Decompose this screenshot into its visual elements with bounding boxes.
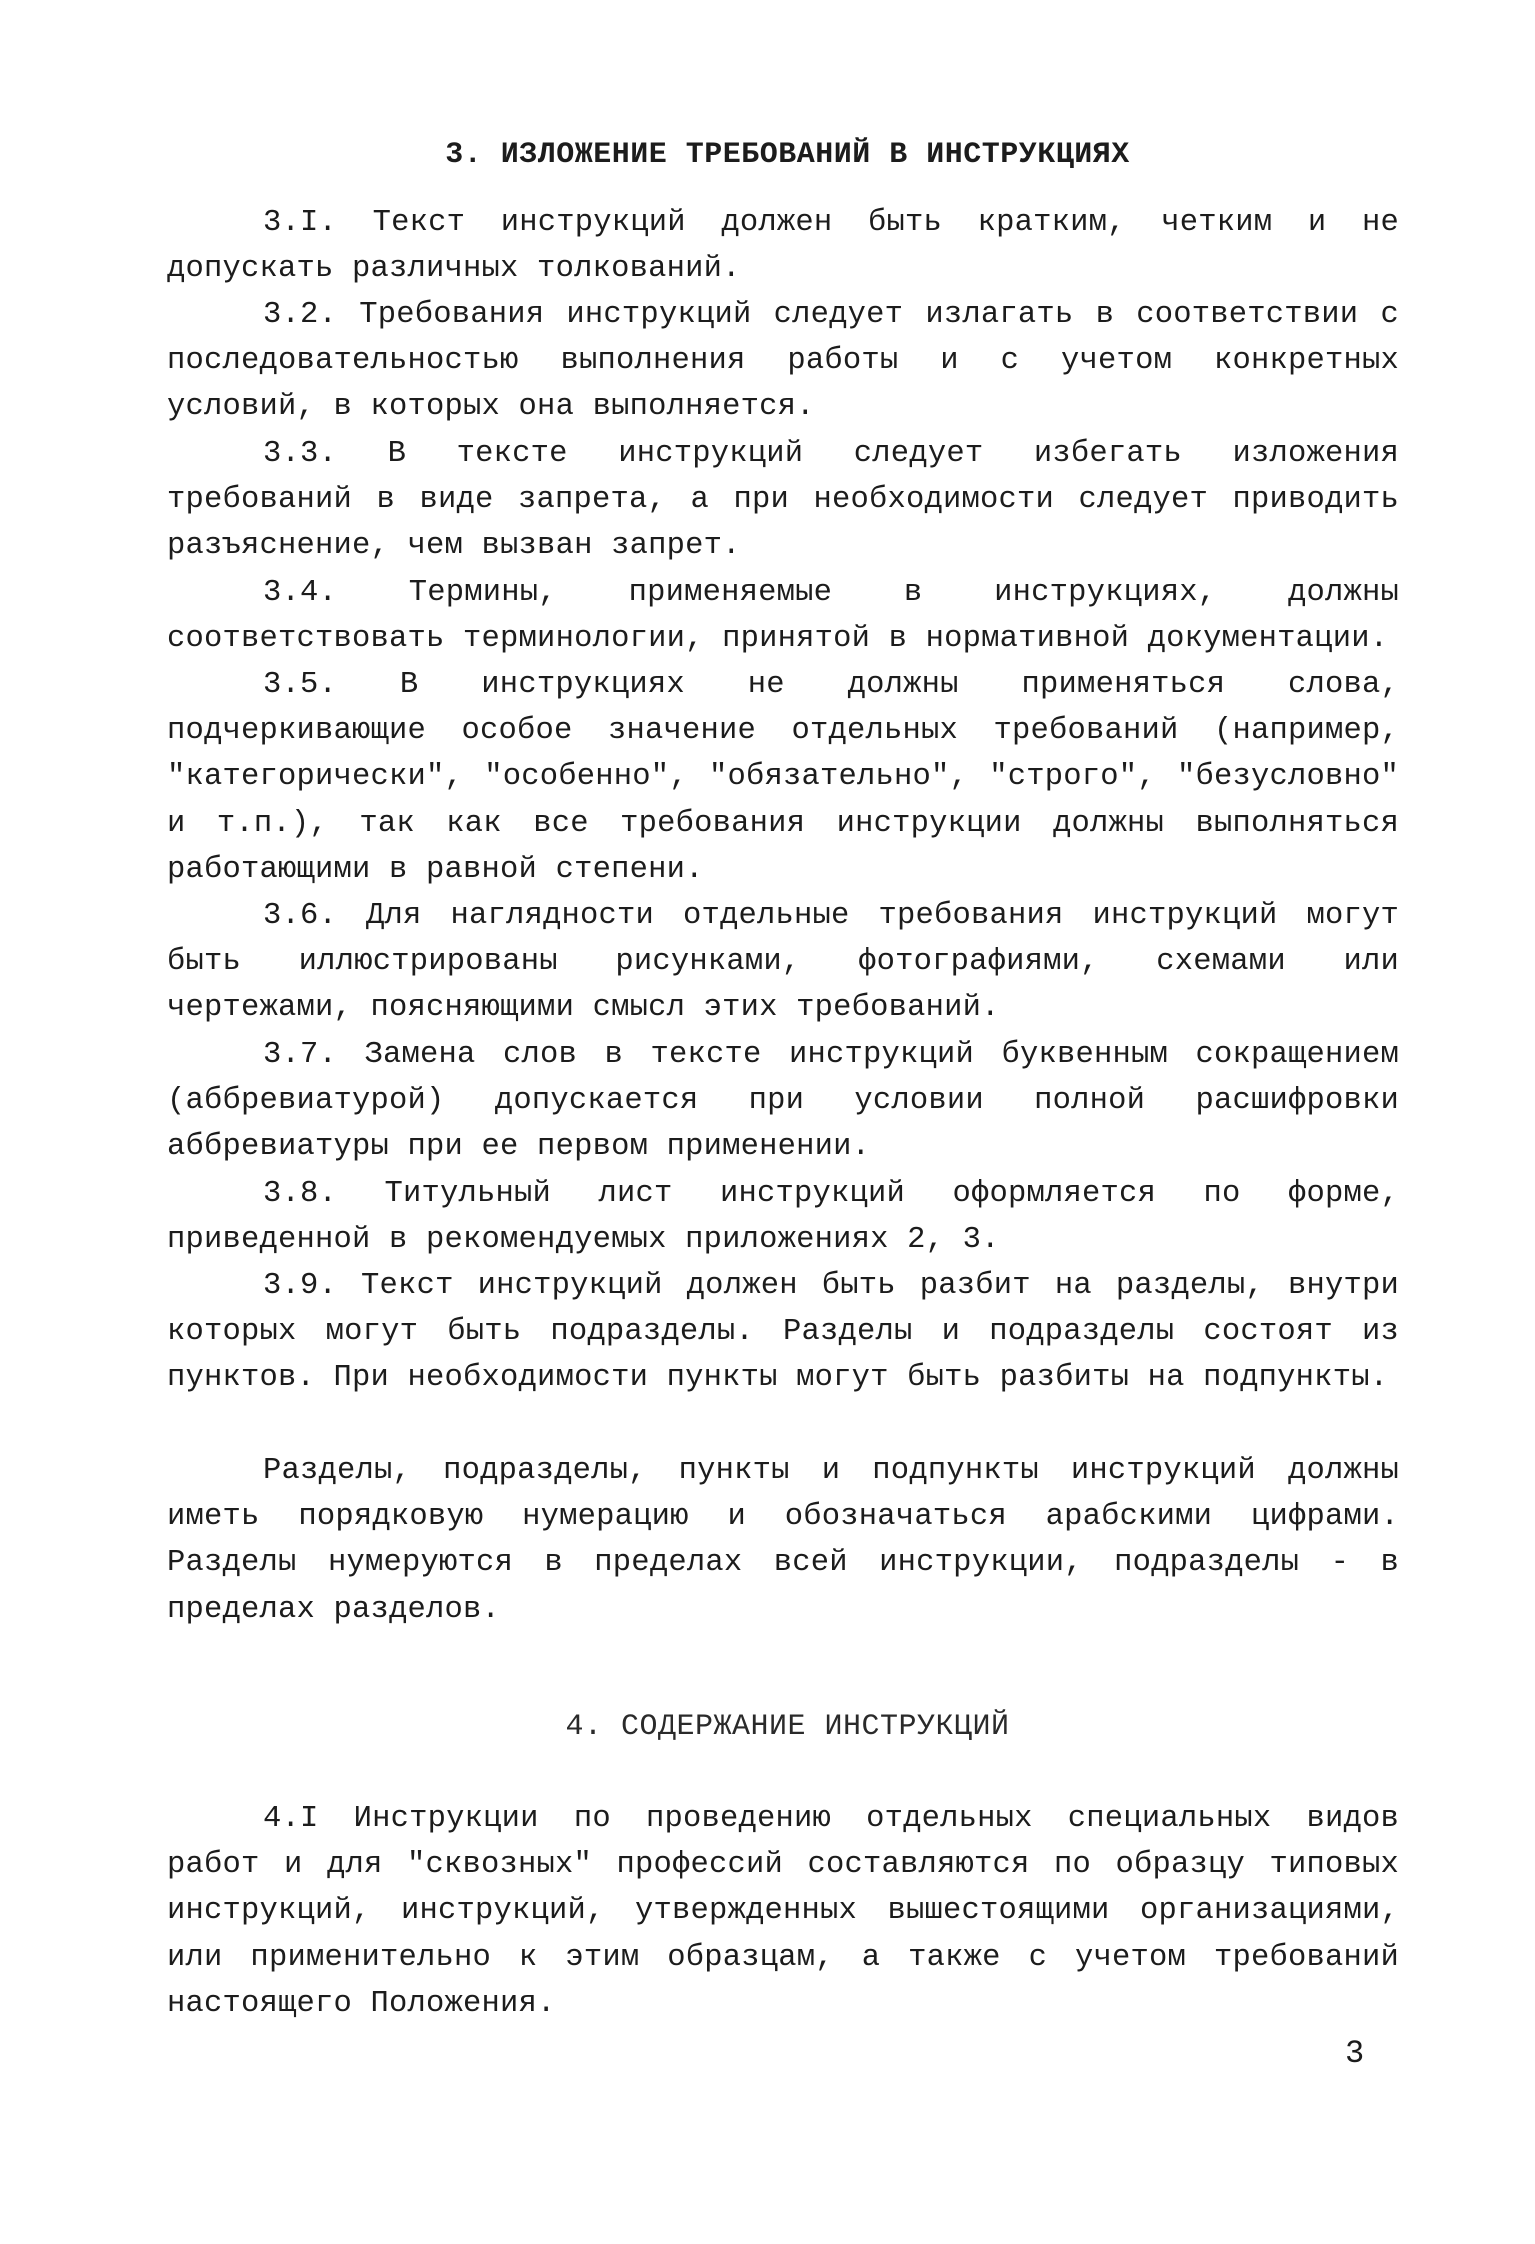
paragraph-3-5: 3.5. В инструкциях не должны применяться слова, подчеркивающие особое значение отдельных требований (например, "категорически", "особенно", "обязательно", "строго", "безусловно" и т.п.), так как все требования инструкции должны выполняться работающими в равной степени. (167, 668, 1399, 887)
section-4-title: 4. СОДЕРЖАНИЕ ИНСТРУКЦИЙ (565, 1710, 1010, 1744)
paragraph-4-1: 4.I Инструкции по проведению отдельных специальных видов работ и для "сквозных" профессий составляются по образцу типовых инструкций, инструкций, утвержденных вышестоящими организациями, или применительно к этим образцам, а также с учетом требований настоящего Положения. (167, 1802, 1399, 2021)
paragraph-3-2: 3.2. Требования инструкций следует излагать в соответствии с последовательностью выполнения работы и с учетом конкретных условий, в которых она выполняется. (167, 298, 1399, 425)
page-number: 3 (1345, 2035, 1365, 2072)
paragraph-3-1: 3.I. Текст инструкций должен быть кратким, четким и не допускать различных толкований. (167, 206, 1399, 287)
paragraph-3-7: 3.7. Замена слов в тексте инструкций буквенным сокращением (аббревиатурой) допускается при условии полной расшифровки аббревиатуры при ее первом применении. (167, 1038, 1399, 1165)
paragraph-3-9-numbering: Разделы, подразделы, пункты и подпункты инструкций должны иметь порядковую нумерацию и обозначаться арабскими цифрами. Разделы нумеруются в пределах всей инструкции, подразделы - в пределах разделов. (167, 1454, 1399, 1627)
paragraph-3-3: 3.3. В тексте инструкций следует избегать изложения требований в виде запрета, а при необходимости следует приводить разъяснение, чем вызван запрет. (167, 437, 1399, 564)
paragraph-3-8: 3.8. Титульный лист инструкций оформляется по форме, приведенной в рекомендуемых приложениях 2, 3. (167, 1177, 1399, 1258)
paragraph-3-6: 3.6. Для наглядности отдельные требования инструкций могут быть иллюстрированы рисунками, фотографиями, схемами или чертежами, поясняющими смысл этих требований. (167, 899, 1399, 1026)
paragraph-3-4: 3.4. Термины, применяемые в инструкциях, должны соответствовать терминологии, принятой в нормативной документации. (167, 576, 1399, 657)
paragraph-3-9: 3.9. Текст инструкций должен быть разбит на разделы, внутри которых могут быть подразделы. Разделы и подразделы состоят из пунктов. При необходимости пункты могут быть разбиты на подпункты. (167, 1269, 1399, 1396)
section-3-title: 3. ИЗЛОЖЕНИЕ ТРЕБОВАНИЙ В ИНСТРУКЦИЯХ (445, 138, 1130, 172)
